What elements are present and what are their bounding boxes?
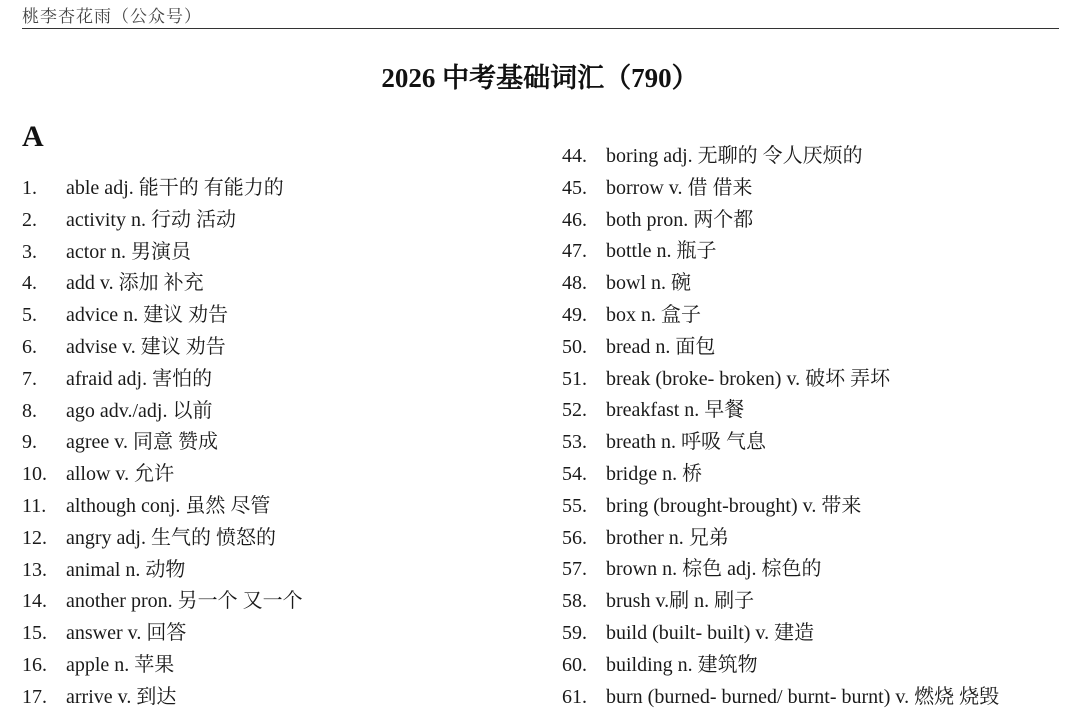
entry-text: animal n. 动物 (66, 558, 186, 581)
entry-number: 52. (562, 399, 587, 422)
entry-text: ago adv./adj. 以前 (66, 399, 213, 422)
vocab-entry (562, 616, 999, 648)
entry-number: 48. (562, 272, 587, 295)
entry-text: bring (brought-brought) v. 带来 (606, 494, 862, 517)
entry-number: 47. (562, 240, 587, 263)
entry-number: 15. (22, 622, 47, 645)
entry-number: 5. (22, 304, 37, 327)
vocab-entry (562, 203, 999, 235)
vocab-entry (22, 425, 303, 457)
section-letter-heading: A (22, 120, 44, 153)
entry-text: allow v. 允许 (66, 463, 175, 486)
vocab-entry (22, 680, 303, 712)
entry-text: add v. 添加 补充 (66, 272, 204, 295)
entry-number: 1. (22, 177, 37, 199)
vocab-entry (22, 457, 303, 489)
vocab-entry (22, 362, 303, 394)
entry-number: 4. (22, 272, 37, 295)
entry-number: 8. (22, 399, 37, 422)
entry-number: 6. (22, 335, 37, 358)
entry-text: box n. 盒子 (606, 303, 701, 326)
entry-text: bread n. 面包 (606, 335, 716, 358)
vocab-list-left (22, 171, 303, 712)
entry-text: able adj. 能干的 有能力的 (66, 177, 284, 199)
entry-text: brush v.刷 n. 刷子 (606, 590, 755, 613)
vocab-entry (562, 234, 999, 266)
vocab-entry (562, 362, 999, 394)
entry-text: although conj. 虽然 尽管 (66, 494, 271, 517)
entry-text: brown n. 棕色 adj. 棕色的 (606, 558, 822, 581)
entry-number: 59. (562, 621, 587, 644)
vocab-entry (22, 266, 303, 298)
entry-text: advice n. 建议 劝告 (66, 304, 229, 327)
entry-number: 16. (22, 653, 47, 676)
vocab-entry (22, 235, 303, 267)
entry-text: burn (burned- burned/ burnt- burnt) v. 燃烧 烧毁 (606, 685, 1000, 708)
entry-number: 44. (562, 145, 587, 167)
entry-number: 7. (22, 367, 37, 390)
vocab-entry (562, 139, 999, 171)
entry-number: 57. (562, 558, 587, 581)
entry-number: 58. (562, 590, 587, 613)
vocab-entry (562, 266, 999, 298)
entry-number: 2. (22, 208, 37, 231)
entry-text: bowl n. 碗 (606, 272, 691, 295)
entry-text: actor n. 男演员 (66, 240, 191, 263)
entry-number: 54. (562, 462, 587, 485)
vocab-entry (562, 171, 999, 203)
entry-number: 55. (562, 494, 587, 517)
entry-text: building n. 建筑物 (606, 653, 758, 676)
entry-text: another pron. 另一个 又一个 (66, 590, 303, 613)
entry-text: both pron. 两个都 (606, 208, 754, 231)
vocab-entry (22, 489, 303, 521)
entry-number: 9. (22, 431, 37, 454)
entry-text: breakfast n. 早餐 (606, 399, 745, 422)
entry-number: 11. (22, 494, 47, 517)
vocab-entry (562, 393, 999, 425)
vocab-entry (22, 521, 303, 553)
vocab-entry (562, 298, 999, 330)
vocab-list-right (562, 139, 999, 711)
entry-number: 12. (22, 526, 47, 549)
entry-number: 56. (562, 526, 587, 549)
vocab-entry (562, 552, 999, 584)
entry-text: boring adj. 无聊的 令人厌烦的 (606, 145, 863, 167)
vocab-entry (22, 330, 303, 362)
entry-text: break (broke- broken) v. 破坏 弄坏 (606, 367, 891, 390)
entry-text: breath n. 呼吸 气息 (606, 431, 766, 454)
vocab-entry (562, 489, 999, 521)
entry-text: borrow v. 借 借来 (606, 176, 753, 199)
entry-number: 53. (562, 431, 587, 454)
vocab-entry (22, 394, 303, 426)
entry-text: apple n. 苹果 (66, 653, 175, 676)
entry-number: 13. (22, 558, 47, 581)
entry-number: 45. (562, 176, 587, 199)
vocab-entry (562, 330, 999, 362)
entry-number: 51. (562, 367, 587, 390)
entry-number: 50. (562, 335, 587, 358)
header-divider (22, 28, 1059, 29)
entry-number: 17. (22, 685, 47, 708)
vocab-entry (562, 521, 999, 553)
entry-number: 46. (562, 208, 587, 231)
vocab-entry (22, 298, 303, 330)
entry-text: brother n. 兄弟 (606, 526, 729, 549)
vocab-entry (22, 616, 303, 648)
entry-text: bridge n. 桥 (606, 462, 703, 485)
watermark-header: 桃李杏花雨（公众号） (22, 7, 202, 27)
vocab-entry (562, 584, 999, 616)
entry-number: 3. (22, 240, 37, 263)
entry-number: 60. (562, 653, 587, 676)
entry-text: arrive v. 到达 (66, 685, 177, 708)
entry-text: angry adj. 生气的 愤怒的 (66, 526, 276, 549)
entry-number: 49. (562, 303, 587, 326)
entry-text: afraid adj. 害怕的 (66, 367, 213, 390)
entry-text: agree v. 同意 赞成 (66, 431, 218, 454)
entry-number: 10. (22, 463, 47, 486)
vocab-entry (22, 553, 303, 585)
vocab-entry (562, 457, 999, 489)
vocab-entry (562, 425, 999, 457)
vocab-entry (22, 203, 303, 235)
vocab-entry (22, 648, 303, 680)
entry-text: answer v. 回答 (66, 622, 187, 645)
document-title: 2026 中考基础词汇（790） (381, 63, 699, 93)
vocab-entry (22, 584, 303, 616)
entry-text: activity n. 行动 活动 (66, 208, 236, 231)
entry-text: advise v. 建议 劝告 (66, 335, 226, 358)
vocab-entry (562, 680, 999, 712)
entry-number: 61. (562, 685, 587, 708)
entry-text: bottle n. 瓶子 (606, 240, 717, 263)
entry-text: build (built- built) v. 建造 (606, 621, 815, 644)
entry-number: 14. (22, 590, 47, 613)
vocab-entry (22, 171, 303, 203)
vocab-entry (562, 648, 999, 680)
